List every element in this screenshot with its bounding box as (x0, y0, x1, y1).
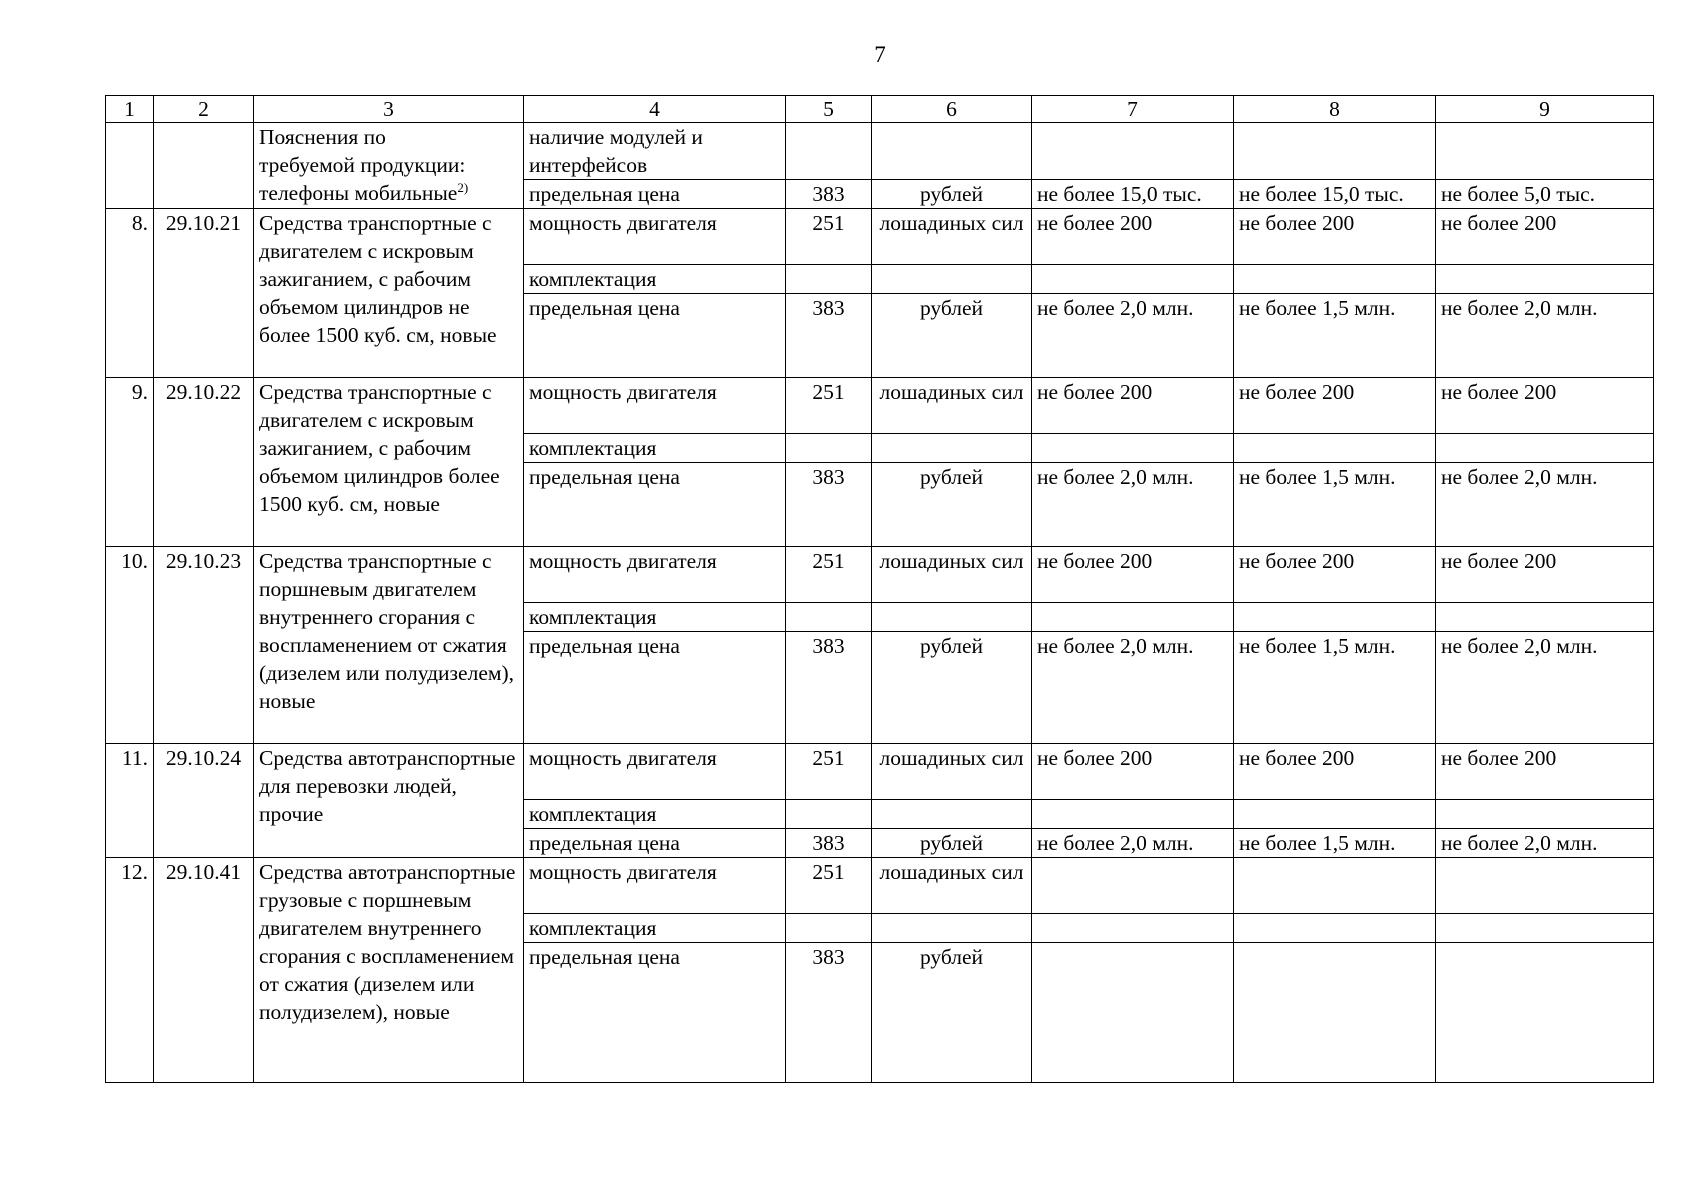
value-col8: не более 1,5 млн. (1234, 829, 1436, 858)
characteristic-name: комплектация (524, 800, 786, 829)
characteristic-name: мощность двигателя (524, 209, 786, 265)
row-number-cell: 8. (106, 209, 154, 378)
value-col7: не более 15,0 тыс. (1032, 180, 1234, 209)
characteristic-name: предельная цена (524, 829, 786, 858)
product-name-cell: Средства автотранспортные для перевозки людей, прочие (254, 744, 524, 858)
footnote-mark: 2) (457, 179, 469, 195)
value-col7 (1032, 123, 1234, 180)
characteristic-name: мощность двигателя (524, 378, 786, 434)
value-col7: не более 200 (1032, 209, 1234, 265)
unit-name (872, 434, 1032, 463)
unit-name: лошадиных сил (872, 209, 1032, 265)
value-col7: не более 200 (1032, 378, 1234, 434)
okei-code: 251 (786, 858, 872, 914)
table-row (106, 123, 1654, 180)
value-col7: не более 2,0 млн. (1032, 463, 1234, 547)
unit-name (872, 265, 1032, 294)
value-col8: не более 200 (1234, 378, 1436, 434)
characteristic-name: комплектация (524, 914, 786, 943)
unit-name: рублей (872, 943, 1032, 1083)
okei-code (786, 914, 872, 943)
row-number-cell: 9. (106, 378, 154, 547)
value-col7: не более 2,0 млн. (1032, 632, 1234, 744)
product-name-line: телефоны мобильные (259, 181, 458, 205)
okpd-code-cell: 29.10.41 (154, 858, 254, 1083)
characteristic-name: мощность двигателя (524, 858, 786, 914)
unit-name: рублей (872, 463, 1032, 547)
row-number-cell: 10. (106, 547, 154, 744)
table-row (106, 378, 1654, 434)
characteristic-name: мощность двигателя (524, 547, 786, 603)
value-col8 (1234, 914, 1436, 943)
value-col8 (1234, 943, 1436, 1083)
characteristic-name: комплектация (524, 434, 786, 463)
okei-code (786, 265, 872, 294)
okpd-code-cell: 29.10.22 (154, 378, 254, 547)
unit-name: лошадиных сил (872, 547, 1032, 603)
value-col7 (1032, 943, 1234, 1083)
product-name-cell: Средства транспортные с поршневым двигателем внутреннего сгорания с воспламенением от сжатия (дизелем или полудизелем), новые (254, 547, 524, 744)
value-col9: не более 200 (1436, 744, 1654, 800)
value-col9: не более 5,0 тыс. (1436, 180, 1654, 209)
unit-name: лошадиных сил (872, 744, 1032, 800)
table-row (106, 744, 1654, 800)
unit-name (872, 123, 1032, 180)
row-number-cell: 12. (106, 858, 154, 1083)
column-header: 3 (254, 96, 524, 123)
okei-code (786, 123, 872, 180)
characteristic-name: комплектация (524, 265, 786, 294)
value-col9: не более 200 (1436, 209, 1654, 265)
unit-name: лошадиных сил (872, 858, 1032, 914)
value-col8 (1234, 123, 1436, 180)
value-col9 (1436, 943, 1654, 1083)
value-col7 (1032, 800, 1234, 829)
okei-code: 383 (786, 632, 872, 744)
table-row (106, 858, 1654, 914)
value-col8 (1234, 603, 1436, 632)
value-col8: не более 200 (1234, 209, 1436, 265)
column-header: 5 (786, 96, 872, 123)
okei-code: 251 (786, 744, 872, 800)
product-name-cell: Средства транспортные с двигателем с искровым зажиганием, с рабочим объемом цилиндров более 1500 куб. см, новые (254, 378, 524, 547)
product-name-cell (254, 123, 524, 209)
product-name-line: требуемой продукции: (259, 153, 466, 177)
okpd-code-cell: 29.10.24 (154, 744, 254, 858)
okei-code: 383 (786, 829, 872, 858)
unit-name (872, 603, 1032, 632)
value-col9: не более 2,0 млн. (1436, 829, 1654, 858)
characteristic-name: наличие модулей и интерфейсов (524, 123, 786, 180)
okpd-code-cell: 29.10.21 (154, 209, 254, 378)
value-col7: не более 2,0 млн. (1032, 829, 1234, 858)
value-col8 (1234, 800, 1436, 829)
requirements-table (105, 95, 1654, 1083)
okei-code: 383 (786, 294, 872, 378)
value-col9: не более 2,0 млн. (1436, 463, 1654, 547)
product-name-cell: Средства транспортные с двигателем с искровым зажиганием, с рабочим объемом цилиндров не более 1500 куб. см, новые (254, 209, 524, 378)
column-header: 2 (154, 96, 254, 123)
value-col9 (1436, 603, 1654, 632)
value-col9: не более 200 (1436, 547, 1654, 603)
value-col8: не более 200 (1234, 547, 1436, 603)
value-col9 (1436, 800, 1654, 829)
okei-code: 251 (786, 209, 872, 265)
value-col9 (1436, 858, 1654, 914)
column-header: 8 (1234, 96, 1436, 123)
okei-code: 383 (786, 180, 872, 209)
column-header: 6 (872, 96, 1032, 123)
okei-code (786, 434, 872, 463)
okei-code: 251 (786, 547, 872, 603)
value-col8: не более 1,5 млн. (1234, 294, 1436, 378)
value-col9: не более 2,0 млн. (1436, 632, 1654, 744)
characteristic-name: предельная цена (524, 943, 786, 1083)
page-number: 7 (874, 42, 886, 67)
unit-name: рублей (872, 829, 1032, 858)
value-col8 (1234, 858, 1436, 914)
value-col9: не более 200 (1436, 378, 1654, 434)
table-row (106, 547, 1654, 603)
header-row (106, 96, 1654, 123)
value-col7: не более 200 (1032, 744, 1234, 800)
value-col7 (1032, 603, 1234, 632)
unit-name: рублей (872, 294, 1032, 378)
product-name-line: Пояснения по (259, 125, 386, 149)
value-col7: не более 2,0 млн. (1032, 294, 1234, 378)
column-header: 9 (1436, 96, 1654, 123)
value-col7: не более 200 (1032, 547, 1234, 603)
value-col8 (1234, 434, 1436, 463)
okei-code: 383 (786, 943, 872, 1083)
characteristic-name: предельная цена (524, 180, 786, 209)
value-col7 (1032, 434, 1234, 463)
okei-code (786, 800, 872, 829)
unit-name (872, 914, 1032, 943)
value-col8: не более 1,5 млн. (1234, 463, 1436, 547)
value-col9: не более 2,0 млн. (1436, 294, 1654, 378)
value-col8: не более 1,5 млн. (1234, 632, 1436, 744)
okei-code: 251 (786, 378, 872, 434)
value-col7 (1032, 858, 1234, 914)
table-row (106, 209, 1654, 265)
okpd-code-cell: 29.10.23 (154, 547, 254, 744)
characteristic-name: предельная цена (524, 632, 786, 744)
characteristic-name: мощность двигателя (524, 744, 786, 800)
value-col7 (1032, 914, 1234, 943)
value-col8: не более 200 (1234, 744, 1436, 800)
column-header: 1 (106, 96, 154, 123)
value-col9 (1436, 914, 1654, 943)
okei-code (786, 603, 872, 632)
unit-name: рублей (872, 180, 1032, 209)
value-col9 (1436, 434, 1654, 463)
value-col8 (1234, 265, 1436, 294)
value-col9 (1436, 265, 1654, 294)
column-header: 4 (524, 96, 786, 123)
column-header: 7 (1032, 96, 1234, 123)
row-number-cell (106, 123, 154, 209)
value-col7 (1032, 265, 1234, 294)
characteristic-name: предельная цена (524, 463, 786, 547)
row-number-cell: 11. (106, 744, 154, 858)
okei-code: 383 (786, 463, 872, 547)
unit-name: рублей (872, 632, 1032, 744)
okpd-code-cell (154, 123, 254, 209)
value-col8: не более 15,0 тыс. (1234, 180, 1436, 209)
product-name-cell: Средства автотранспортные грузовые с поршневым двигателем внутреннего сгорания с воспламенением от сжатия (дизелем или полудизелем), новые (254, 858, 524, 1083)
value-col9 (1436, 123, 1654, 180)
unit-name: лошадиных сил (872, 378, 1032, 434)
characteristic-name: комплектация (524, 603, 786, 632)
unit-name (872, 800, 1032, 829)
characteristic-name: предельная цена (524, 294, 786, 378)
